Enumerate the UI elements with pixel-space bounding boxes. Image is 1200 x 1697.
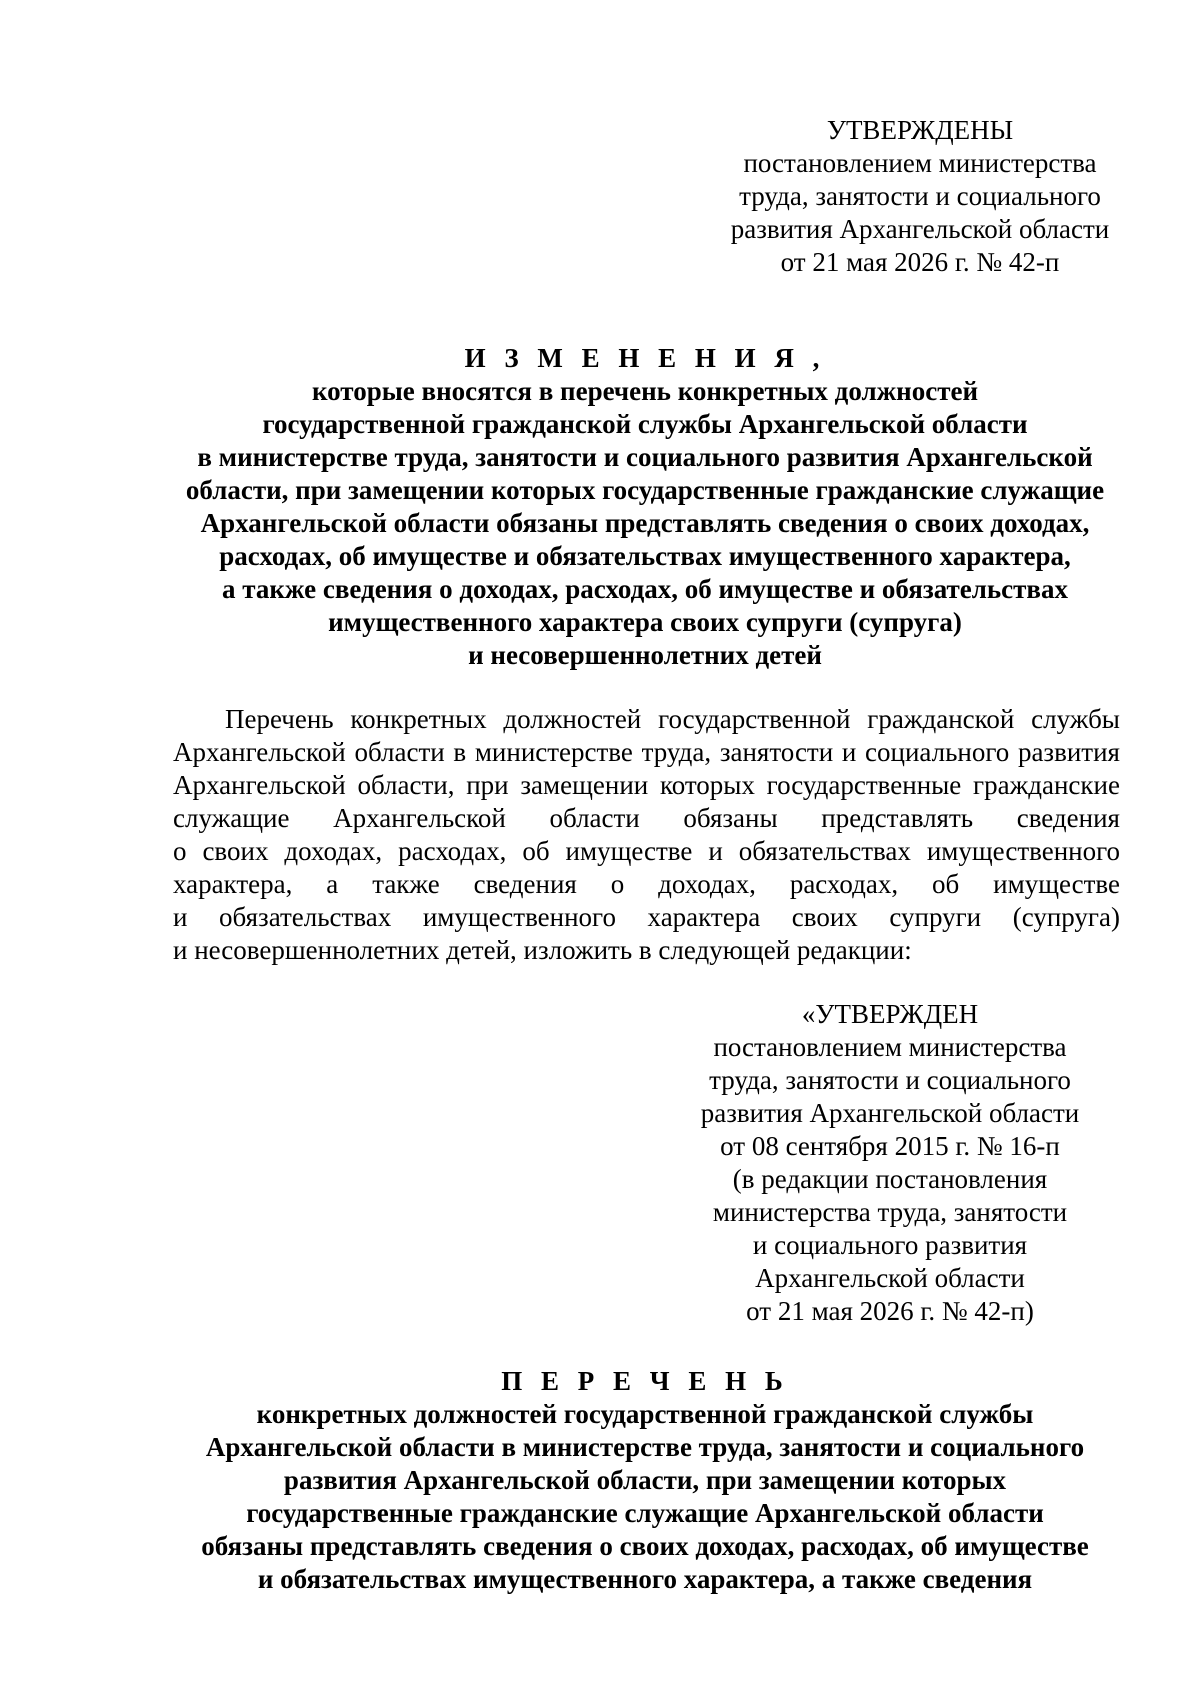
paragraph-word: также xyxy=(372,869,440,899)
paragraph-word: конкретных xyxy=(350,704,487,734)
changes-title-line: и несовершеннолетних детей xyxy=(468,640,822,670)
paragraph-word: обязательствах xyxy=(219,902,392,932)
paragraph-word: представлять xyxy=(821,803,974,833)
paragraph-word: расходах, xyxy=(789,869,899,899)
changes-title-line: Архангельской области обязаны представлять сведения о своих доходах, xyxy=(200,508,1090,538)
approval-line: развития Архангельской области xyxy=(730,214,1110,244)
paragraph-word: супруги xyxy=(889,902,982,932)
changes-title-line: имущественного характера своих супруги (супруга) xyxy=(328,607,962,637)
paragraph-word: доходах, xyxy=(658,869,756,899)
paragraph-line xyxy=(173,703,1120,736)
paragraph-word: и несовершеннолетних детей, изложить в следующей редакции: xyxy=(173,935,912,965)
paragraph-word: и xyxy=(708,836,723,866)
paragraph-word: а xyxy=(326,869,339,899)
changes-title-block xyxy=(150,342,1140,672)
paragraph-word: имущественного xyxy=(422,902,616,932)
paragraph-word: о xyxy=(610,869,625,899)
perechen-title-line: развития Архангельской области, при замещении которых xyxy=(283,1465,1007,1495)
paragraph-word: сведения xyxy=(1016,803,1120,833)
paragraph-word: и xyxy=(841,737,857,767)
paragraph-word: службы xyxy=(1031,704,1120,734)
paragraph-word: при xyxy=(466,770,509,800)
approval-title: «УТВЕРЖДЕН xyxy=(801,999,979,1029)
paragraph-word: труда, xyxy=(641,737,712,767)
paragraph-word: об xyxy=(932,869,960,899)
paragraph-word: гражданские xyxy=(973,770,1120,800)
approval-date: от 08 сентября 2015 г. № 16-п xyxy=(720,1131,1060,1161)
paragraph-word: которых xyxy=(659,770,755,800)
paragraph-word: в xyxy=(453,737,467,767)
approval-line: постановлением министерства xyxy=(743,148,1097,178)
paragraph-word: (супруга) xyxy=(1012,902,1120,932)
perechen-title-line: конкретных должностей государственной гражданской службы xyxy=(256,1399,1034,1429)
paragraph-line xyxy=(173,868,1120,901)
approval-line: труда, занятости и социального xyxy=(709,1065,1071,1095)
paragraph-word: гражданской xyxy=(867,704,1015,734)
paragraph-word: служащие xyxy=(173,803,290,833)
paragraph-word: обязаны xyxy=(683,803,778,833)
paragraph-word: Перечень xyxy=(225,704,334,734)
paragraph-word: области xyxy=(354,737,445,767)
paragraph-line xyxy=(173,736,1120,769)
changes-title-line: а также сведения о доходах, расходах, об имуществе и обязательствах xyxy=(221,574,1068,604)
perechen-title-block xyxy=(150,1365,1140,1596)
paragraph-line xyxy=(173,769,1120,802)
paragraph-line xyxy=(173,802,1120,835)
paragraph-word: Архангельской xyxy=(333,803,506,833)
changes-title-line: государственной гражданской службы Архангельской области xyxy=(262,409,1028,439)
approval-line: (в редакции постановления xyxy=(732,1164,1048,1194)
paragraph-word: области, xyxy=(357,770,455,800)
paragraph-word: области xyxy=(549,803,640,833)
changes-heading: И З М Е Н Е Н И Я , xyxy=(464,343,826,373)
approval-line: постановлением министерства xyxy=(713,1032,1067,1062)
approval-title: УТВЕРЖДЕНЫ xyxy=(826,115,1014,145)
paragraph-word: государственной xyxy=(658,704,851,734)
paragraph-line xyxy=(173,901,1120,934)
paragraph-word: Архангельской xyxy=(173,737,346,767)
approval-line: развития Архангельской области xyxy=(700,1098,1080,1128)
paragraph-word: социального xyxy=(865,737,1010,767)
paragraph-word: занятости xyxy=(719,737,834,767)
paragraph-word: расходах, xyxy=(398,836,507,866)
approval-line: труда, занятости и социального xyxy=(739,181,1101,211)
perechen-title-line: и обязательствах имущественного характера, а также сведения xyxy=(257,1564,1033,1594)
paragraph-word: замещении xyxy=(520,770,649,800)
paragraph-word: имуществе xyxy=(565,836,693,866)
changes-title-line: области, при замещении которых государственные гражданские служащие xyxy=(185,475,1105,505)
paragraph-word: о xyxy=(173,836,187,866)
perechen-title-line: обязаны представлять сведения о своих доходах, расходах, об имуществе xyxy=(201,1531,1089,1561)
paragraph-word: об xyxy=(522,836,550,866)
perechen-title-line: государственные гражданские служащие Архангельской области xyxy=(246,1498,1044,1528)
paragraph-word: своих xyxy=(791,902,858,932)
paragraph-word: министерстве xyxy=(474,737,633,767)
paragraph-word: развития xyxy=(1017,737,1120,767)
paragraph-line xyxy=(173,934,1120,967)
paragraph-word: доходах, xyxy=(284,836,383,866)
approval-date: от 21 мая 2026 г. № 42-п) xyxy=(746,1296,1034,1326)
paragraph-word: характера xyxy=(647,902,761,932)
approval-stamp-top xyxy=(700,114,1140,279)
paragraph-word: государственные xyxy=(766,770,962,800)
approval-date: от 21 мая 2026 г. № 42-п xyxy=(780,247,1060,277)
paragraph-word: должностей xyxy=(503,704,642,734)
perechen-title-line: Архангельской области в министерстве труда, занятости и социального xyxy=(205,1432,1085,1462)
perechen-heading: П Е Р Е Ч Е Н Ь xyxy=(501,1366,789,1396)
paragraph-word: имущественного xyxy=(926,836,1120,866)
approval-stamp-quoted xyxy=(670,998,1110,1328)
changes-title-line: расходах, об имуществе и обязательствах имущественного характера, xyxy=(219,541,1071,571)
paragraph-line xyxy=(173,835,1120,868)
paragraph-word: своих xyxy=(202,836,269,866)
approval-line: министерства труда, занятости xyxy=(712,1197,1068,1227)
paragraph-word: характера, xyxy=(173,869,293,899)
changes-title-line: в министерстве труда, занятости и социального развития Архангельской xyxy=(197,442,1093,472)
paragraph-word: обязательствах xyxy=(738,836,911,866)
paragraph-word: и xyxy=(173,902,188,932)
paragraph-word: имуществе xyxy=(993,869,1120,899)
changes-title-line: которые вносятся в перечень конкретных должностей xyxy=(311,376,979,406)
body-paragraph xyxy=(173,703,1120,967)
approval-line: Архангельской области xyxy=(755,1263,1025,1293)
approval-line: и социального развития xyxy=(752,1230,1028,1260)
paragraph-word: сведения xyxy=(473,869,577,899)
paragraph-word: Архангельской xyxy=(173,770,346,800)
